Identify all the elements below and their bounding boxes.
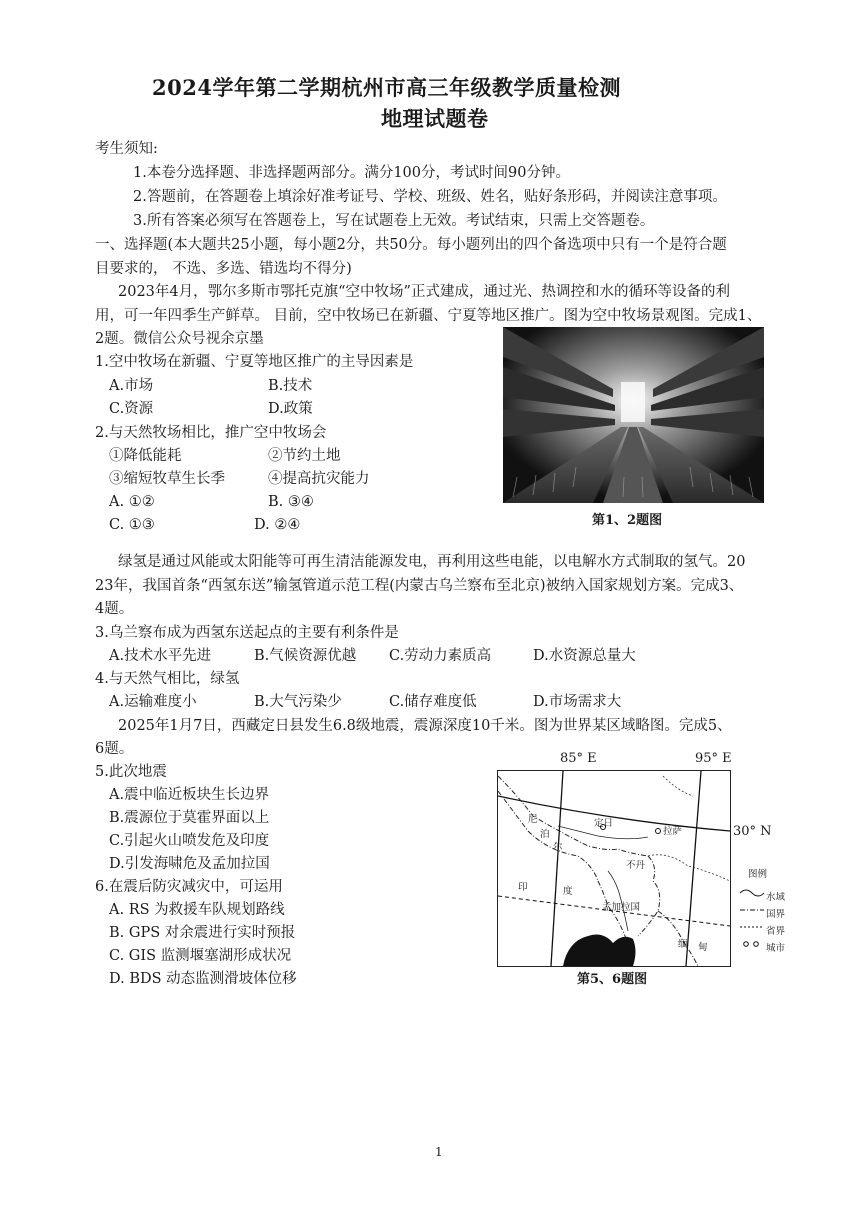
map-label-nepal-3: 尔 <box>553 842 563 853</box>
map-lon-95e: 95° E <box>695 751 732 766</box>
q2-stem: 2.与天然牧场相比，推广空中牧场会 <box>95 425 327 441</box>
map-label-bangladesh: 孟加拉国 <box>602 902 641 913</box>
map-lat-30n: 30° N <box>733 824 772 839</box>
map-legend-province: 省界 <box>766 926 786 937</box>
map-label-myanmar-2: 甸 <box>698 942 708 953</box>
q5-option-b: B.震源位于莫霍界面以上 <box>109 810 270 826</box>
figure-1-2-caption: 第1、2题图 <box>592 513 663 528</box>
notice-item-2: 2.答题前，在答题卷上填涂好准考证号、学校、班级、姓名，贴好条形码，并阅读注意事项。 <box>133 189 727 205</box>
q3-option-a: A.技术水平先进 <box>109 648 212 664</box>
q3-option-d: D.水资源总量大 <box>533 648 636 664</box>
city-legend-icon-2 <box>754 942 759 947</box>
notice-item-3: 3.所有答案必须写在答题卷上，写在试题卷上无效。考试结束，只需上交答题卷。 <box>133 213 655 229</box>
map-legend-title: 图例 <box>748 869 768 880</box>
map-legend-city: 城市 <box>766 943 786 954</box>
q2-item-1: ①降低能耗 <box>109 448 182 464</box>
q2-item-4: ④提高抗灾能力 <box>268 471 370 487</box>
map-label-dingri: 定日 <box>594 818 614 829</box>
q6-option-d: D. BDS 动态监测滑坡体位移 <box>109 971 297 987</box>
map-label-nepal-1: 尼 <box>528 814 538 825</box>
passage2-line2: 23年，我国首条“西氢东送”输氢管道示范工程(内蒙古乌兰察布至北京)被纳入国家规划方案。完成3、 <box>95 578 744 594</box>
section-heading-line2: 目要求的， 不选、多选、错选均不得分) <box>95 261 352 277</box>
map-label-nepal-2: 泊 <box>540 829 550 840</box>
passage1-line2: 用，可一年四季生产鲜草。 目前，空中牧场已在新疆、宁夏等地区推广。图为空中牧场景观图。完成1、 <box>95 308 762 324</box>
q5-option-a: A.震中临近板块生长边界 <box>109 787 270 803</box>
passage1-line1: 2023年4月，鄂尔多斯市鄂托克旗“空中牧场”正式建成，通过光、热调控和水的循环等设备的利 <box>118 284 730 300</box>
passage3-line1: 2025年1月7日，西藏定日县发生6.8级地震，震源深度10千米。图为世界某区域略图。完成5、 <box>118 718 732 734</box>
map-legend-border: 国界 <box>766 909 786 920</box>
q1-option-d: D.政策 <box>268 401 313 417</box>
q2-option-c: C. ①③ <box>109 517 155 533</box>
q2-item-3: ③缩短牧草生长季 <box>109 471 225 487</box>
q1-option-c: C.资源 <box>109 401 154 417</box>
sky-pasture-photo <box>503 327 764 503</box>
notice-item-1: 1.本卷分选择题、非选择题两部分。满分100分，考试时间90分钟。 <box>133 165 570 181</box>
map-label-lhasa: 拉萨 <box>663 826 683 837</box>
q1-option-a: A.市场 <box>109 378 154 394</box>
exam-subtitle: 地理试题卷 <box>381 106 489 131</box>
map-label-india-1: 印 <box>518 882 528 893</box>
page-number: 1 <box>435 1145 443 1159</box>
map-label-india-2: 度 <box>563 886 573 897</box>
q6-option-b: B. GPS 对余震进行实时预报 <box>109 925 296 941</box>
map-legend-water: 水域 <box>766 892 786 903</box>
q4-option-c: C.储存难度低 <box>389 694 477 710</box>
q6-option-c: C. GIS 监测堰塞湖形成状况 <box>109 948 292 964</box>
q1-stem: 1.空中牧场在新疆、宁夏等地区推广的主导因素是 <box>95 354 414 370</box>
q4-option-d: D.市场需求大 <box>533 694 622 710</box>
q4-stem: 4.与天然气相比，绿氢 <box>95 671 240 687</box>
passage2-line3: 4题。 <box>95 601 134 617</box>
q2-item-2: ②节约土地 <box>268 448 341 464</box>
q2-option-d: D. ②④ <box>254 517 301 533</box>
q5-option-d: D.引发海啸危及孟加拉国 <box>109 856 270 872</box>
figure-5-6-caption: 第5、6题图 <box>577 972 648 987</box>
passage1-line3: 2题。微信公众号视余京墨 <box>95 331 264 347</box>
passage2-line1: 绿氢是通过风能或太阳能等可再生清洁能源发电，再利用这些电能，以电解水方式制取的氢气。20 <box>118 554 746 570</box>
city-legend-icon <box>744 942 749 947</box>
water-legend-icon <box>740 890 764 896</box>
q1-option-b: B.技术 <box>268 378 313 394</box>
q2-option-a: A. ①② <box>109 494 155 510</box>
passage3-line2: 6题。 <box>95 741 134 757</box>
map-label-myanmar-1: 缅 <box>678 939 688 950</box>
section-heading-line1: 一、选择题(本大题共25小题，每小题2分，共50分。每小题列出的四个备选项中只有一个是符合题 <box>95 237 727 253</box>
q3-stem: 3.乌兰察布成为西氢东送起点的主要有利条件是 <box>95 625 399 641</box>
region-map <box>497 770 731 967</box>
map-label-bhutan: 不丹 <box>626 860 646 871</box>
q3-option-c: C.劳动力素质高 <box>389 648 492 664</box>
q5-option-c: C.引起火山喷发危及印度 <box>109 833 270 849</box>
q4-option-b: B.大气污染少 <box>254 694 342 710</box>
map-legend-symbols <box>738 885 766 951</box>
q2-option-b: B. ③④ <box>268 494 314 510</box>
q5-stem: 5.此次地震 <box>95 764 167 780</box>
notice-heading: 考生须知: <box>95 141 158 157</box>
q6-option-a: A. RS 为救援车队规划路线 <box>109 902 285 918</box>
q6-stem: 6.在震后防灾减灾中，可运用 <box>95 879 283 895</box>
exam-title: 2024学年第二学期杭州市高三年级教学质量检测 <box>152 75 621 100</box>
q3-option-b: B.气候资源优越 <box>254 648 357 664</box>
map-lon-85e: 85° E <box>560 751 597 766</box>
q4-option-a: A.运输难度小 <box>109 694 197 710</box>
